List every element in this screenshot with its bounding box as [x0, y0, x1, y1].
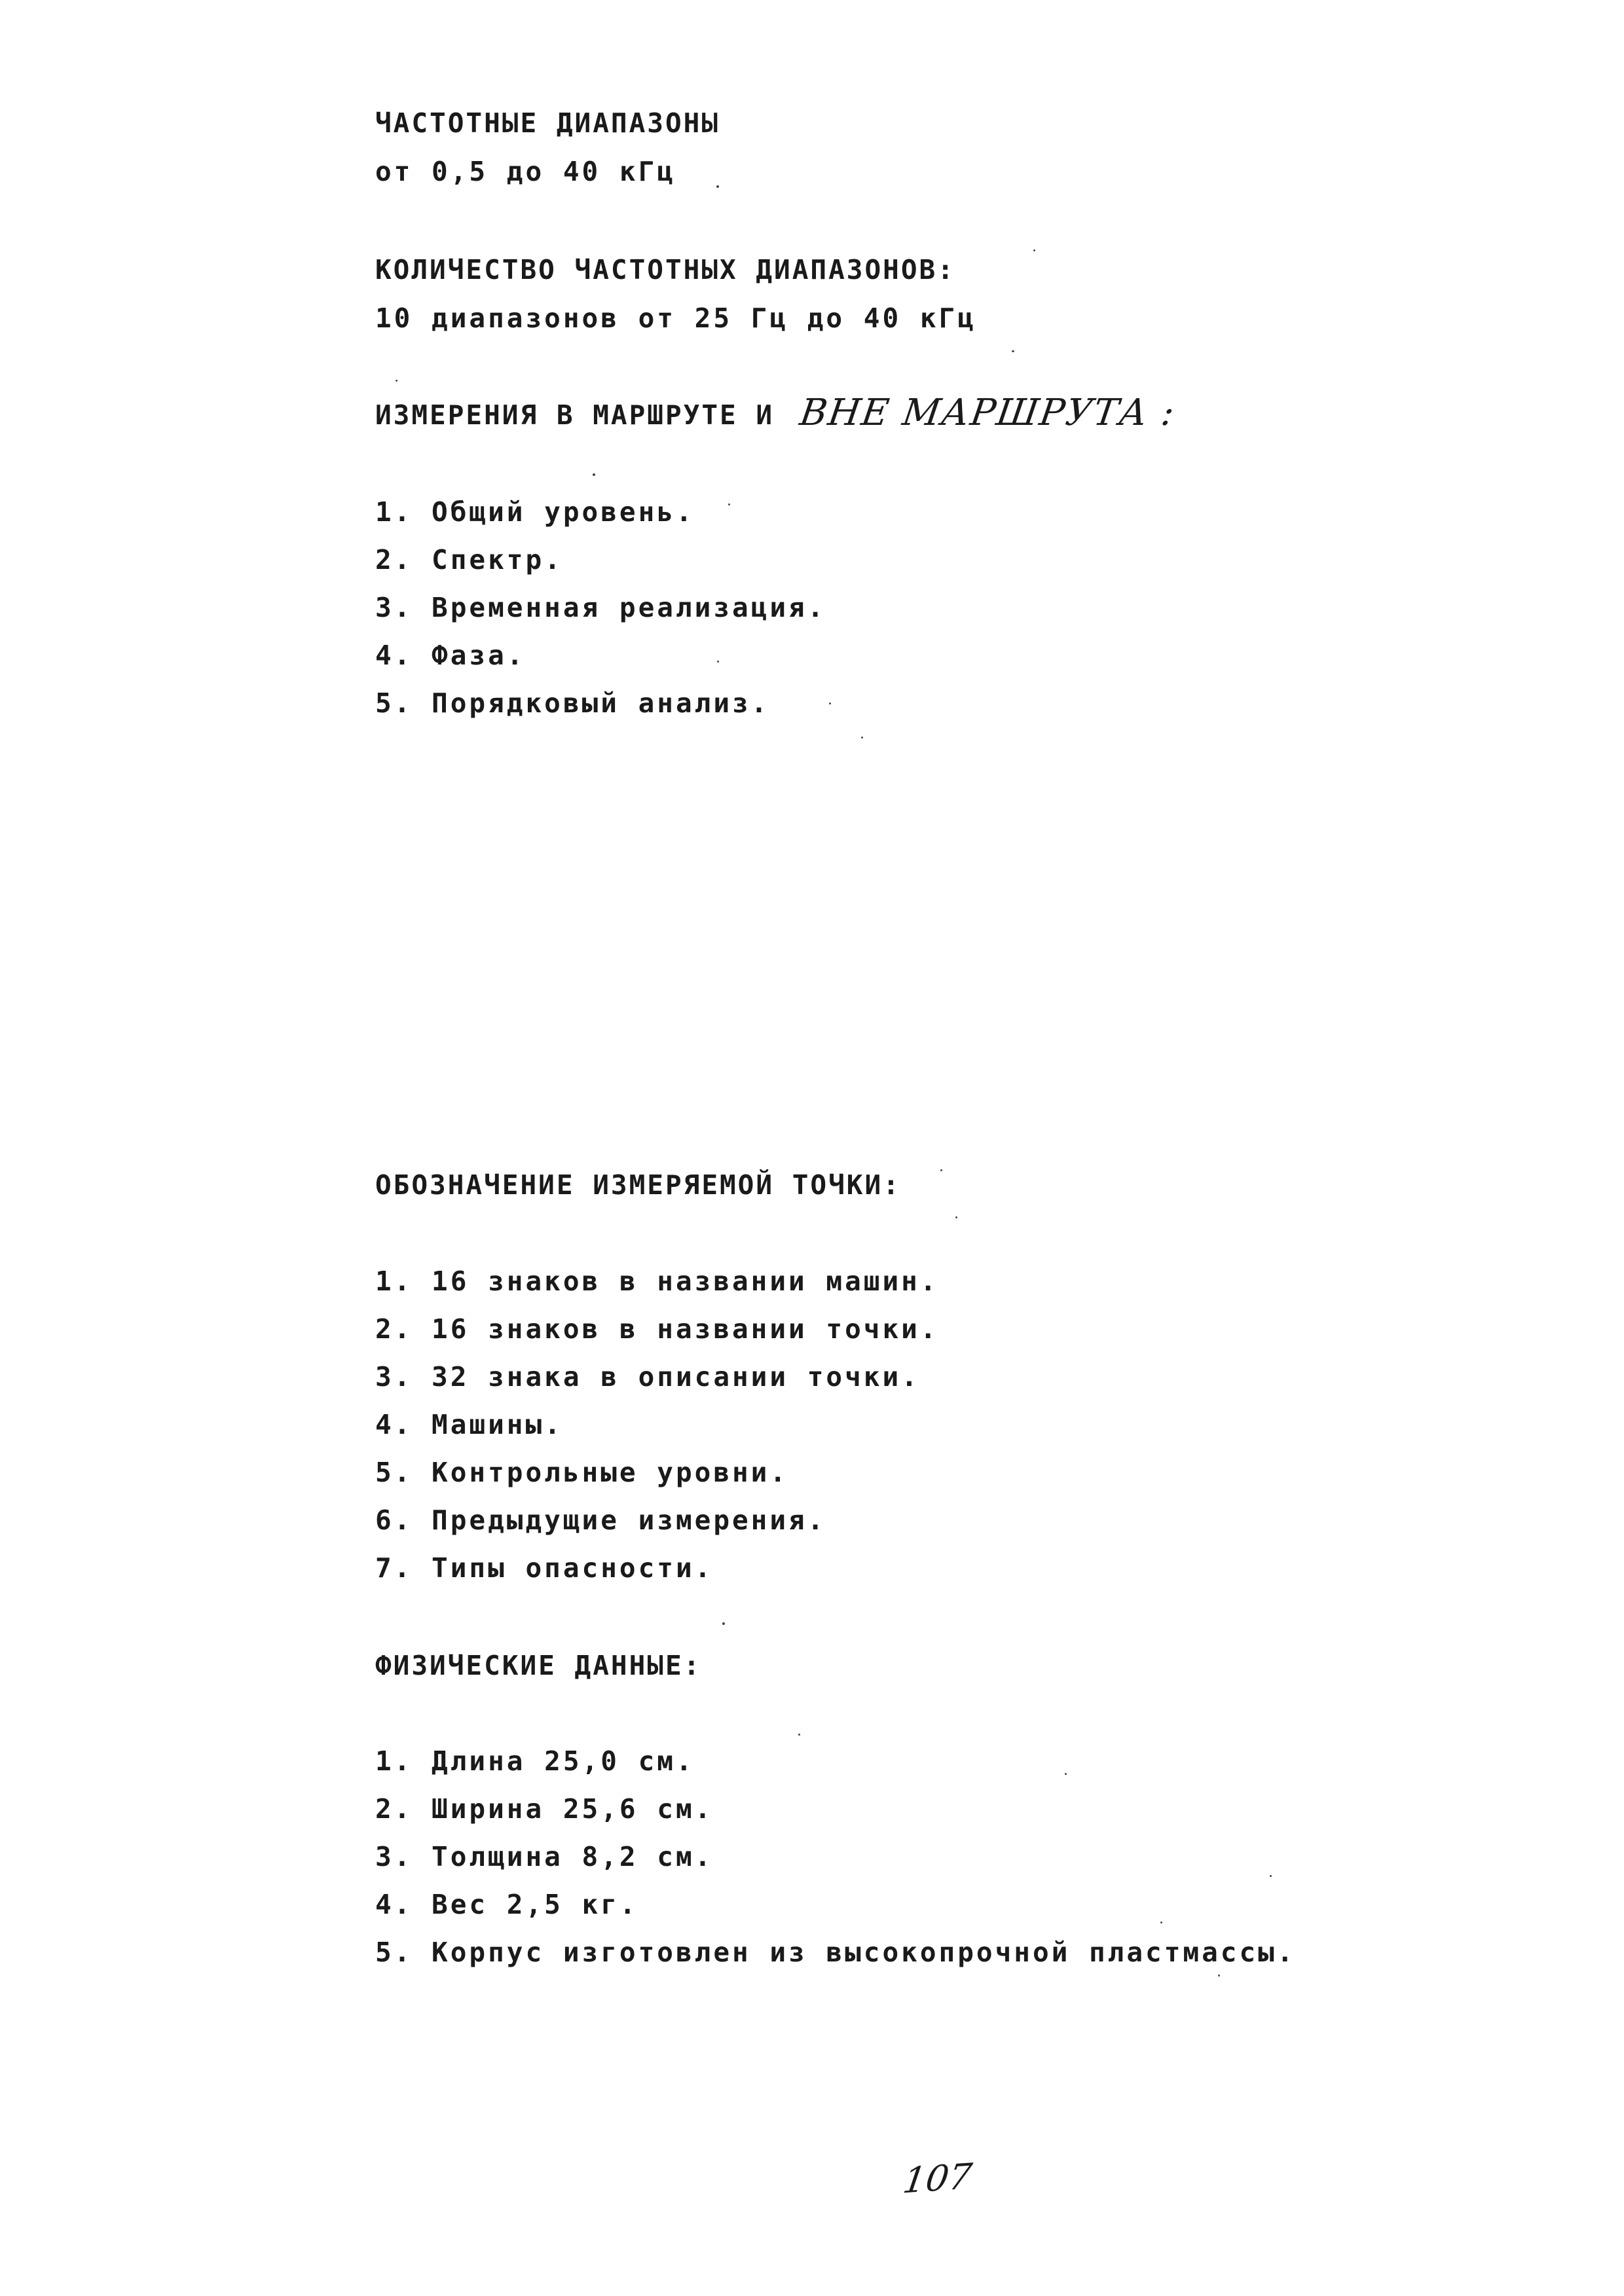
point-item-1: 1. 16 знаков в названии машин. [375, 1266, 939, 1297]
point-item-4: 4. Машины. [375, 1409, 563, 1440]
measurement-item-2: 2. Спектр. [375, 544, 563, 575]
scan-speck [1160, 1922, 1162, 1923]
physical-data-heading: ФИЗИЧЕСКИЕ ДАННЫЕ: [375, 1650, 702, 1681]
point-item-7: 7. Типы опасности. [375, 1552, 714, 1584]
scan-speck [593, 473, 595, 476]
frequency-count-text: 10 диапазонов от 25 Гц до 40 кГц [375, 302, 976, 334]
scan-speck [940, 1169, 942, 1171]
scan-speck [716, 185, 719, 188]
physical-item-3: 3. Толщина 8,2 см. [375, 1841, 714, 1872]
scan-speck [1033, 249, 1035, 251]
point-item-3: 3. 32 знака в описании точки. [375, 1361, 920, 1393]
scan-speck [1270, 1875, 1272, 1877]
scan-speck [798, 1734, 800, 1736]
frequency-ranges-heading: ЧАСТОТНЫЕ ДИАПАЗОНЫ [375, 107, 720, 139]
scan-speck [717, 661, 719, 663]
scan-speck [396, 380, 397, 382]
point-item-6: 6. Предыдущие измерения. [375, 1504, 826, 1536]
frequency-ranges-text: от 0,5 до 40 кГц [375, 156, 676, 187]
scan-speck [728, 503, 730, 505]
scan-speck [861, 737, 863, 738]
physical-item-2: 2. Ширина 25,6 см. [375, 1793, 714, 1825]
handwritten-addition: ВНЕ МАРШРУТА : [797, 392, 1179, 434]
scan-speck [955, 1216, 957, 1218]
measurement-item-1: 1. Общий уровень. [375, 496, 695, 528]
measurement-item-5: 5. Порядковый анализ. [375, 687, 770, 719]
scan-speck [722, 1622, 725, 1625]
scan-speck [1065, 1773, 1067, 1775]
physical-item-5: 5. Корпус изготовлен из высокопрочной пластмассы. [375, 1937, 1296, 1968]
point-designation-heading: ОБОЗНАЧЕНИЕ ИЗМЕРЯЕМОЙ ТОЧКИ: [375, 1169, 901, 1201]
page-number: 107 [900, 2155, 975, 2202]
point-item-5: 5. Контрольные уровни. [375, 1457, 789, 1488]
physical-item-1: 1. Длина 25,0 см. [375, 1745, 695, 1777]
scan-speck [1012, 350, 1014, 352]
scan-speck [829, 702, 831, 704]
measurement-item-3: 3. Временная реализация. [375, 592, 826, 623]
measurement-item-4: 4. Фаза. [375, 640, 526, 671]
measurements-heading: ИЗМЕРЕНИЯ В МАРШРУТЕ И [375, 399, 775, 431]
physical-item-4: 4. Вес 2,5 кг. [375, 1889, 638, 1920]
point-item-2: 2. 16 знаков в названии точки. [375, 1313, 939, 1345]
scan-speck [1218, 1975, 1220, 1977]
frequency-count-heading: КОЛИЧЕСТВО ЧАСТОТНЫХ ДИАПАЗОНОВ: [375, 254, 955, 285]
